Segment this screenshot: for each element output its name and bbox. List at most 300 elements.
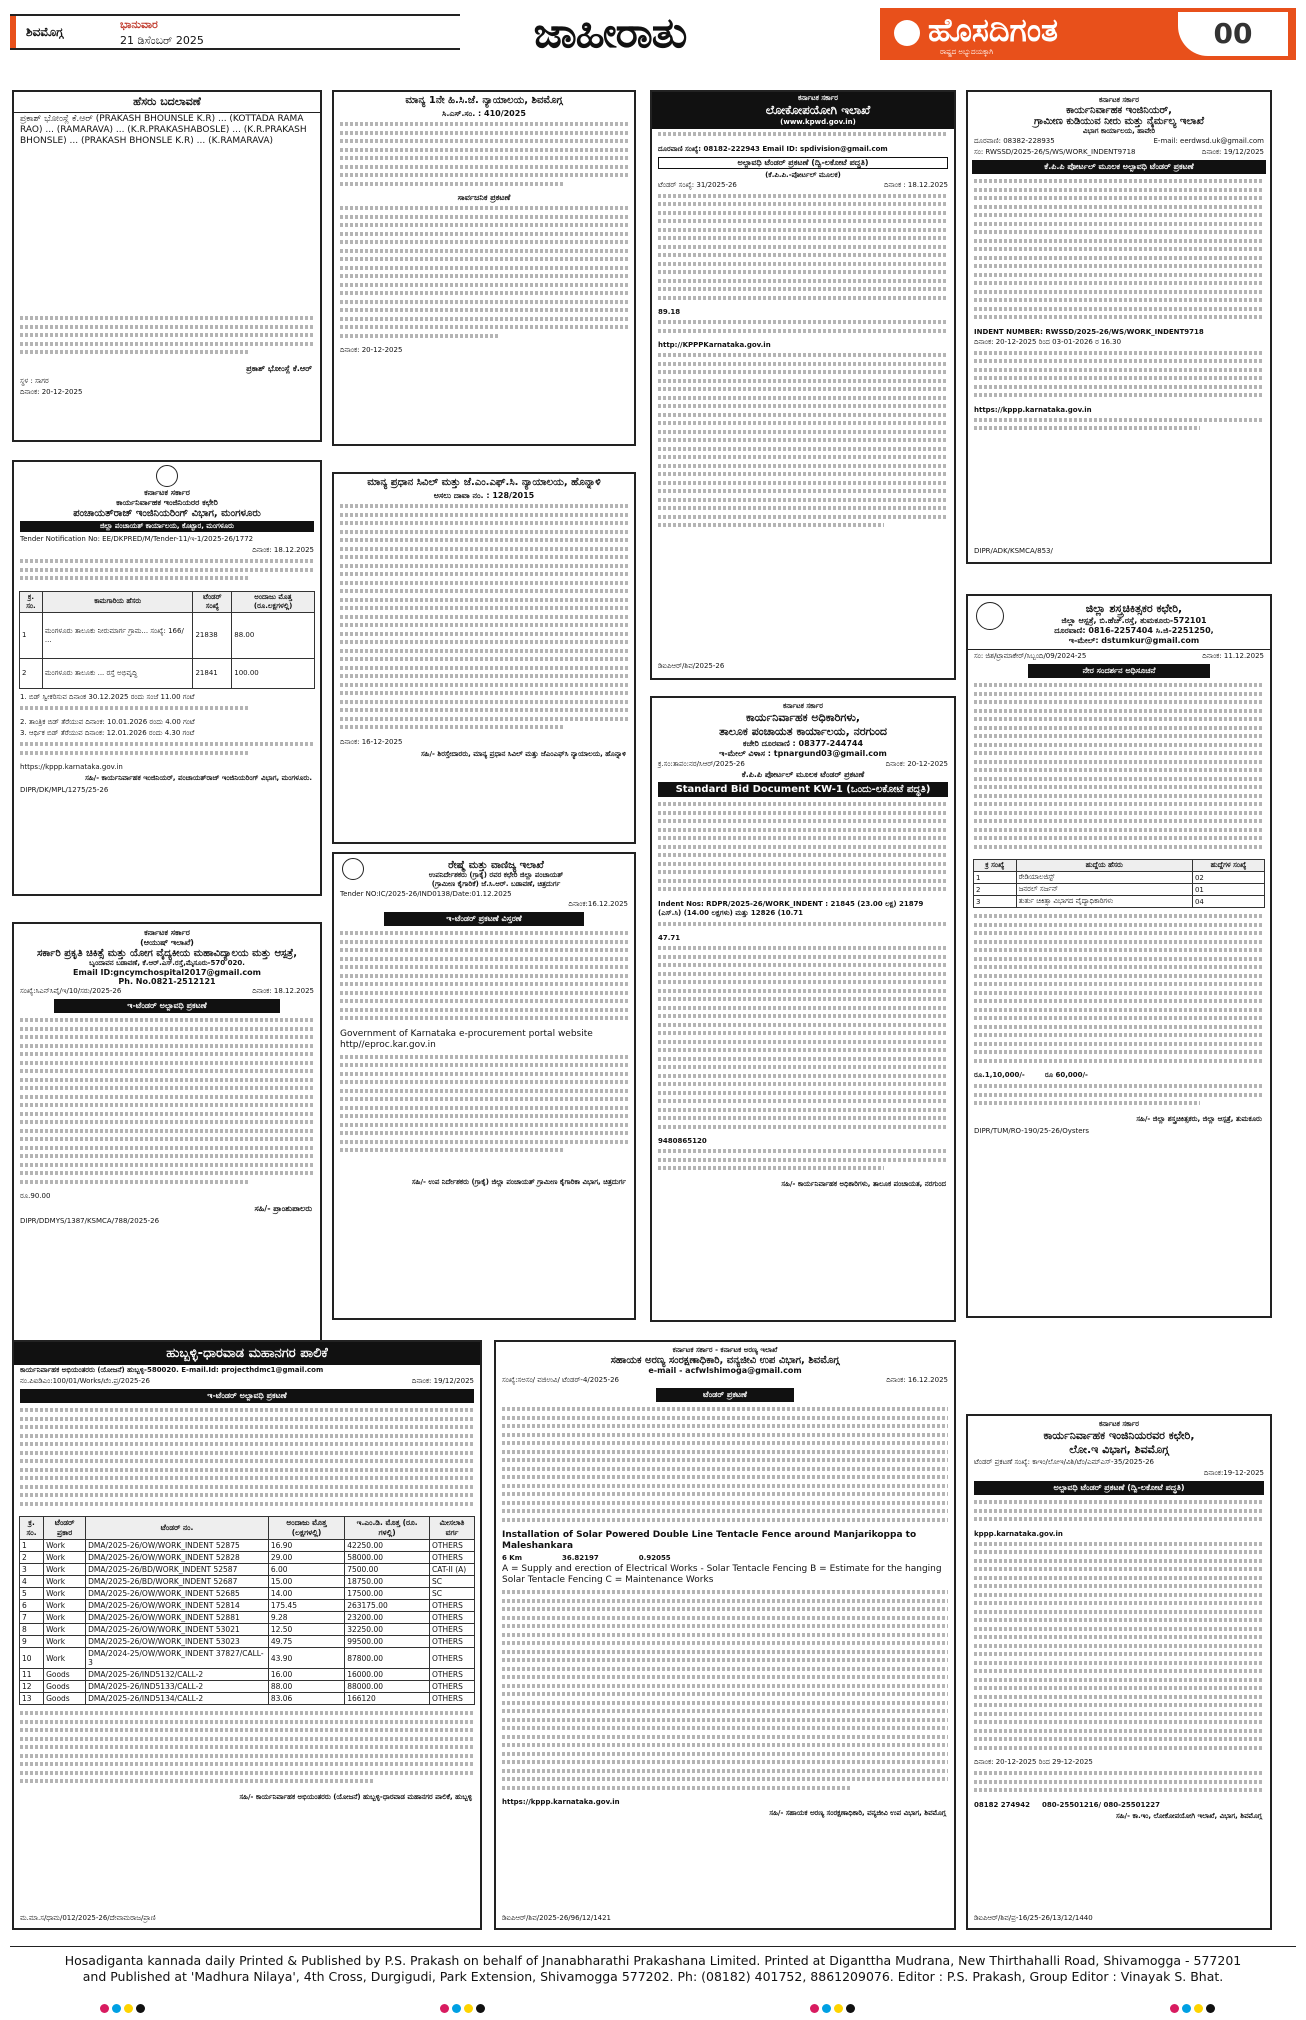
office-phone: ದೂರವಾಣಿ: 08382-228935 xyxy=(974,137,1055,145)
office-email: E-mail: eerdwsd.uk@gmail.com xyxy=(1153,137,1264,145)
reg-mark-yellow xyxy=(464,2004,473,2013)
table-header: ಹುದ್ದೆಯ ಹೆಸರು xyxy=(1016,860,1192,872)
reg-mark-cyan xyxy=(822,2004,831,2013)
notice-signature: ಸಹಿ/- ಸಹಾಯಕ ಅರಣ್ಯ ಸಂರಕ್ಷಣಾಧಿಕಾರಿ, ವನ್ಯಜೀವಿ ಉಪ ವಿಭಾಗ, ಶಿವಮೊಗ್ಗ xyxy=(769,1809,946,1817)
office-address: ವಿಭಾಗ ಕಾರ್ಯಾಲಯ, ಹಾವೇರಿ xyxy=(1082,127,1156,135)
tender-number: Tender NO:IC/2025-26/IND0138/Date:01.12.2025 xyxy=(340,890,512,898)
office-title: ಸರ್ಕಾರಿ ಪ್ರಕೃತಿ ಚಿಕಿತ್ಸೆ ಮತ್ತು ಯೋಗ ವೈದ್ಯಕೀಯ ಮಹಾವಿದ್ಯಾಲಯ ಮತ್ತು ಆಸ್ಪತ್ರೆ, xyxy=(36,948,298,959)
registration-marks xyxy=(810,2004,855,2016)
tender-number: Tender Notification No: EE/DKPRED/M/Tender-11/ಇ-1/2025-26/1772 xyxy=(20,535,254,543)
govt-label: ಕರ್ನಾಟಕ ಸರ್ಕಾರ xyxy=(783,702,823,710)
table-cell: 29.00 xyxy=(268,1552,344,1564)
table-cell: 8 xyxy=(20,1624,44,1636)
table-cell: 11 xyxy=(20,1669,44,1681)
department-label: (ಆಯುಷ್ ಇಲಾಖೆ) xyxy=(140,938,194,947)
table-cell: ಜನರಲ್ ಸರ್ಜನ್ xyxy=(1016,884,1192,896)
dateline xyxy=(10,14,460,50)
table-cell: Goods xyxy=(44,1669,86,1681)
notice-place: ಸ್ಥಳ : ಸಾಗರ xyxy=(20,376,49,385)
table-cell: DMA/2025-26/IND5134/CALL-2 xyxy=(86,1693,269,1705)
table-cell: 58000.00 xyxy=(345,1552,430,1564)
posts-table xyxy=(973,859,1265,908)
city-name: ಶಿವಮೊಗ್ಗ xyxy=(26,25,64,39)
table-cell: OTHERS xyxy=(430,1612,475,1624)
tenders-table-body xyxy=(20,1540,475,1705)
table-cell: OTHERS xyxy=(430,1693,475,1705)
table-cell: Work xyxy=(44,1600,86,1612)
table-cell: DMA/2025-26/OW/WORK_INDENT 53023 xyxy=(86,1636,269,1648)
contact-phone: 9480865120 xyxy=(658,1137,707,1145)
notice-title: ನೇರ ಸಂದರ್ಶನ ಅಧಿಸೂಚನೆ xyxy=(1028,664,1210,678)
table-cell: 02 xyxy=(1192,872,1264,884)
office-contact: ದೂರವಾಣಿ ಸಂಖ್ಯೆ: 08182-222943 Email ID: spdivision@gmail.com xyxy=(658,144,888,153)
table-cell: Work xyxy=(44,1564,86,1576)
table-row xyxy=(20,1600,475,1612)
table-cell: 1 xyxy=(20,1540,44,1552)
office-line: ಕಾರ್ಯನಿರ್ವಾಹಕ ಇಂಜಿನಿಯರರ ಕಛೇರಿ xyxy=(116,498,218,507)
govt-label: ಕರ್ನಾಟಕ ಸರ್ಕಾರ xyxy=(798,94,838,102)
reference-date: ದಿನಾಂಕ: 19/12/2025 xyxy=(1201,148,1264,156)
govt-emblem-icon xyxy=(976,602,1004,630)
office-phone: ಕಚೇರಿ ದೂರವಾಣಿ : 08377-244744 xyxy=(742,739,864,748)
notice-title: ಇ-ಟೆಂಡರ್ ಪ್ರಕಟಣೆ ವಿಸ್ತರಣೆ xyxy=(384,912,584,926)
table-cell: OTHERS xyxy=(430,1600,475,1612)
govt-label: ಕರ್ನಾಟಕ ಸರ್ಕಾರ xyxy=(144,488,190,497)
table-cell: Goods xyxy=(44,1681,86,1693)
table-cell: 18750.00 xyxy=(345,1576,430,1588)
logo-emblem-icon xyxy=(894,20,920,46)
notice-body-text xyxy=(14,1708,480,1791)
table-header: ಇ.ಎಂ.ಡಿ. ಮೊತ್ತ (ರೂ. ಗಳಲ್ಲಿ) xyxy=(345,1517,430,1540)
tender-number: ಟೆಂಡರ್ ಸಂಖ್ಯೆ: 31/2025-26 xyxy=(658,180,737,189)
table-cell: Work xyxy=(44,1540,86,1552)
notice-title: ಸಾರ್ವಜನಿಕ ಪ್ರಕಟಣೆ xyxy=(457,193,511,202)
notice-date: ದಿನಾಂಕ: 16-12-2025 xyxy=(340,737,403,746)
reference-date: ದಿನಾಂಕ: 16.12.2025 xyxy=(886,1376,948,1384)
table-cell: 12 xyxy=(20,1681,44,1693)
work-figures xyxy=(496,1553,954,1563)
table-cell: OTHERS xyxy=(430,1624,475,1636)
case-number: ಅಸಲು ದಾವಾ ನಂ. : 128/2015 xyxy=(433,491,535,500)
notice-title: ಟೆಂಡರ್ ಪ್ರಕಟಣೆ xyxy=(656,1388,794,1402)
reference-date: ದಿನಾಂಕ: 11.12.2025 xyxy=(1202,652,1264,660)
reference-number: ಸಂ: ಜಿಶ/ಟ್ರಾಮಾಕೇರ್/ಸಿಬ್ಬಂದಿ/09/2024-25 xyxy=(974,652,1087,660)
table-cell: DMA/2025-26/OW/WORK_INDENT 52828 xyxy=(86,1552,269,1564)
tender-dates: ದಿನಾಂಕ: 20-12-2025 ರಿಂದ 03-01-2026 ರ 16.30 xyxy=(974,337,1122,346)
office-email: ಇ-ಮೇಲ್ ವಿಳಾಸ : tpnargund03@gmail.com xyxy=(719,749,887,758)
table-cell: 49.75 xyxy=(268,1636,344,1648)
table-cell: Work xyxy=(44,1624,86,1636)
office-line: ಉಪನಿರ್ದೇಶಕರು (ಗ್ರಾಕೈ) ರವರ ಕಛೇರಿ ಜಿಲ್ಲಾ ಪಂಚಾಯತ್ xyxy=(428,871,564,879)
govt-emblem-icon xyxy=(342,858,364,880)
table-header: ಟೆಂಡರ್ ಪ್ರಕಾರ xyxy=(44,1517,86,1540)
table-cell: 23200.00 xyxy=(345,1612,430,1624)
notice-body-text xyxy=(14,556,320,588)
ref-line xyxy=(14,1376,480,1387)
notice-signature: ಸಹಿ/- ಕಾರ್ಯನಿರ್ವಾಹಕ ಇಂಜಿನಿಯರ್, ಪಂಚಾಯತ್‌ರಾಜ್ ಇಂಜಿನಿಯರಿಂಗ್ ವಿಭಾಗ, ಮಂಗಳೂರು. xyxy=(85,774,312,782)
table-cell: 43.90 xyxy=(268,1648,344,1669)
table-cell: 7 xyxy=(20,1612,44,1624)
office-title: ಕಾರ್ಯನಿರ್ವಾಹಕ ಇಂಜಿನಿಯರ್, ಗ್ರಾಮೀಣ ಕುಡಿಯುವ ನೀರು ಮತ್ತು ನೈರ್ಮಲ್ಯ ಇಲಾಖೆ xyxy=(1033,105,1205,127)
table-cell: 263175.00 xyxy=(345,1600,430,1612)
tender-date: ದಿನಾಂಕ: 18.12.2025 xyxy=(252,546,314,554)
office-title: ಕಾರ್ಯನಿರ್ವಾಹಕ ಇಂಜಿನಿಯರವರ ಕಛೇರಿ, ಲೋ.ಇ ವಿಭಾಗ, ಶಿವಮೊಗ್ಗ xyxy=(1043,1429,1195,1456)
table-cell: ಮಂಗಳೂರು ತಾಲೂಕು ... ರಸ್ತೆ ಅಭಿವೃದ್ಧಿ xyxy=(42,658,193,688)
sericulture-tender-notice xyxy=(332,852,636,1320)
notice-date: ದಿನಾಂಕ: 20-12-2025 xyxy=(20,387,83,396)
table-cell: DMA/2025-26/OW/WORK_INDENT 52814 xyxy=(86,1600,269,1612)
table-cell: 87800.00 xyxy=(345,1648,430,1669)
dipr-reference: DIPR/DK/MPL/1275/25-26 xyxy=(20,786,109,794)
notice-body-text xyxy=(652,1146,954,1178)
reference-number: ನಂ.ಪಿಐಡಿಎಂ:100/01/Works/ಟೆಂ.ಪ್ರ/2025-26 xyxy=(20,1377,150,1385)
dipr-reference: ಡಿಐಪಿಆರ್/ಶಿವ/ಪ್ರ-16/25-26/13/12/1440 xyxy=(974,1914,1093,1922)
case-number: ಸಿ.ಎಸ್.ಸಂ. : 410/2025 xyxy=(442,109,526,118)
ref-line xyxy=(652,759,954,770)
notice-date: ದಿನಾಂಕ: 20-12-2025 xyxy=(340,346,403,354)
salary-line xyxy=(968,1070,1270,1081)
work-length: 6 Km xyxy=(502,1554,523,1562)
table-header-row xyxy=(974,860,1265,872)
estimated-amount: ರೂ.90.00 xyxy=(20,1192,51,1200)
table-cell: DMA/2025-26/BD/WORK_INDENT 52587 xyxy=(86,1564,269,1576)
notice-body-text xyxy=(334,1052,634,1160)
tender-website: kppp.karnataka.gov.in xyxy=(974,1529,1063,1538)
table-header: ಕ್ರ. ಸಂ. xyxy=(20,591,43,612)
table-row xyxy=(20,1552,475,1564)
office-email: e-mail - acfwlshimoga@gmail.com xyxy=(648,1366,802,1375)
table-header: ಟೆಂಡರ್ ನಂ. xyxy=(86,1517,269,1540)
notice-body-text xyxy=(652,350,954,535)
govt-label: ಕರ್ನಾಟಕ ಸರ್ಕಾರ xyxy=(1099,96,1139,104)
table-row xyxy=(20,1669,475,1681)
table-cell: 32250.00 xyxy=(345,1624,430,1636)
table-cell: 16.00 xyxy=(268,1669,344,1681)
notice-signature: ಪ್ರಕಾಶ್ ಭೋಂಸ್ಲೆ ಕೆ.ಆರ್ xyxy=(246,363,312,373)
table-cell: ಮಂಗಳೂರು ತಾಲೂಕು ನೀರುಮಾರ್ಗ ಗ್ರಾಮ... ಸಂಖ್ಯೆ: 166/ ... xyxy=(42,612,193,658)
table-cell: 04 xyxy=(1192,896,1264,908)
table-cell: Work xyxy=(44,1612,86,1624)
tender-dates: ದಿನಾಂಕ: 20-12-2025 ರಿಂದ 29-12-2025 xyxy=(974,1758,1093,1766)
notice-body-text xyxy=(968,1081,1270,1113)
tender-number: ಟೆಂಡರ್ ಪ್ರಕಟಣೆ ಸಂಖ್ಯೆ: ಕಾಇಂ/ಲೋಇ/ವಿಶಿ/ಟೆಂ/ಎಮ್ಎಸ್-35/2025-26 xyxy=(974,1458,1155,1466)
table-cell: 166120 xyxy=(345,1693,430,1705)
helpdesk-phone: 080-25501216/ 080-25501227 xyxy=(1042,1800,1160,1809)
notice-title: ಕೆ.ಪಿ.ಪಿ ಪೋರ್ಟಲ್ ಮೂಲಕ ಅಲ್ಪಾವಧಿ ಟೆಂಡರ್ ಪ್ರಕಟಣೆ xyxy=(972,160,1266,174)
works-table xyxy=(19,591,315,689)
notice-body: ಪ್ರಕಾಶ್ ಭೋಂಸ್ಲೆ ಕೆ.ಆರ್ (PRAKASH BHOUNSLE K.R) ... (KOTTADA RAMA RAO) ... (RAMARAVA) ... (K.R.PRAKASHABOSLE) ... (K.R.PRAKASH BHONSLE) ... (PRAKASH BHONSLE K.R) ... (K.RAMARAVA) xyxy=(20,114,307,146)
table-cell: 2 xyxy=(974,884,1017,896)
tender-website: http://KPPPKarnataka.gov.in xyxy=(658,341,771,349)
govt-label: ಕರ್ನಾಟಕ ಸರ್ಕಾರ xyxy=(144,928,190,937)
govt-label: ಕರ್ನಾಟಕ ಸರ್ಕಾರ - ಕರ್ನಾಟಕ ಅರಣ್ಯ ಇಲಾಖೆ xyxy=(672,1346,778,1354)
section-title: ಜಾಹೀರಾತು xyxy=(533,8,687,57)
table-header: ಮೀಸಲಾತಿ ವರ್ಗ xyxy=(430,1517,475,1540)
dipr-reference: ಡಿಐಪಿಆರ್/ಶಿವ/2025-26/96/12/1421 xyxy=(502,1914,612,1922)
table-row xyxy=(20,1564,475,1576)
table-header: ಕ್ರ. ಸಂ. xyxy=(20,1517,44,1540)
notice-body-text xyxy=(968,911,1270,1070)
notice-body-text xyxy=(652,919,954,934)
ref-line xyxy=(652,180,954,191)
notice-body-text xyxy=(14,1015,320,1191)
table-header: ಕ್ರ ಸಂಖ್ಯೆ xyxy=(974,860,1017,872)
note-3: 3. ಆರ್ಥಿಕ ಬಿಡ್ ತೆರೆಯುವ ದಿನಾಂಕ: 12.01.2026 ರಂದು 4.30 ಗಂಟೆ xyxy=(20,729,195,737)
registration-marks xyxy=(440,2004,485,2016)
table-cell: 9 xyxy=(20,1636,44,1648)
reference-number: ಕ್ರ.ಸಂ:ತಾಪಂ:ನರ/ಸಿಆರ್/2025-26 xyxy=(658,760,745,768)
office-title: ರೇಷ್ಮೆ ಮತ್ತು ವಾಣಿಜ್ಯ ಇಲಾಖೆ xyxy=(448,860,544,871)
table-cell: ರೇಡಿಯಾಲಜಿಸ್ಟ್ xyxy=(1016,872,1192,884)
notice-body-text xyxy=(334,203,634,345)
notice-body-text xyxy=(652,129,954,144)
table-cell: 5 xyxy=(20,1588,44,1600)
registration-marks xyxy=(100,2004,145,2016)
ref-line xyxy=(496,1375,954,1386)
estimated-amount: 47.71 xyxy=(658,934,681,942)
table-cell: 2 xyxy=(20,658,43,688)
reg-mark-magenta xyxy=(100,2004,109,2013)
notice-body-text xyxy=(652,317,954,340)
table-cell: 1 xyxy=(20,612,43,658)
dipr-reference: DIPR/DDMYS/1387/KSMCA/788/2025-26 xyxy=(20,1217,160,1225)
taluk-panchayat-tender-notice xyxy=(650,696,956,1322)
reg-mark-magenta xyxy=(440,2004,449,2013)
table-cell: Goods xyxy=(44,1693,86,1705)
table-cell: DMA/2025-26/BD/WORK_INDENT 52687 xyxy=(86,1576,269,1588)
table-cell: OTHERS xyxy=(430,1681,475,1693)
table-cell: ತುರ್ತು ಚಿಕಿತ್ಸಾ ವಿಭಾಗದ ವೈದ್ಯಾಧಿಕಾರಿಗಳು xyxy=(1016,896,1192,908)
notice-title: ಇ-ಟೆಂಡರ್ ಅಲ್ಪಾವಧಿ ಪ್ರಕಟಣೆ xyxy=(20,1389,474,1403)
table-cell: DMA/2025-26/IND5132/CALL-2 xyxy=(86,1669,269,1681)
table-cell: CAT-II (A) xyxy=(430,1564,475,1576)
office-website: (www.kpwd.gov.in) xyxy=(780,118,856,126)
office-phone: Ph. No.0821-2512121 xyxy=(118,977,216,986)
district-hospital-recruitment-notice xyxy=(966,594,1272,1318)
table-row xyxy=(20,1576,475,1588)
table-cell: 12.50 xyxy=(268,1624,344,1636)
salary-medical-officer: ರೂ 60,000/- xyxy=(1044,1071,1088,1079)
reg-mark-black xyxy=(476,2004,485,2013)
paper-tagline: ರಾಷ್ಟ್ರದ ಅಭ್ಯುದಯಕ್ಕಾಗಿ xyxy=(940,48,994,56)
ayush-tender-notice xyxy=(12,922,322,1342)
dipr-reference: DIPR/TUM/RO-190/25-26/Oysters xyxy=(974,1126,1090,1135)
table-cell: SC xyxy=(430,1576,475,1588)
table-row xyxy=(20,1681,475,1693)
reference-number: ಸಂಖ್ಯೆ:ಸಿಎನ್‌ಸಿವೈ/ಇ/10/ಸರು/2025-26 xyxy=(20,987,122,995)
office-title: ಹುಬ್ಬಳ್ಳಿ-ಧಾರವಾಡ ಮಹಾನಗರ ಪಾಲಿಕೆ xyxy=(14,1342,480,1365)
dipr-reference: ಡಿಐಪಿಆರ್/ಶಿವ/2025-26 xyxy=(658,662,725,670)
notice-signature: ಸಹಿ/- ಉಪ ನಿರ್ದೇಶಕರು (ಗ್ರಾಕೈ) ಜಿಲ್ಲಾ ಪಂಚಾಯತ್ ಗ್ರಾಮೀಣ ಕೈಗಾರಿಕಾ ವಿಭಾಗ, ಚಿತ್ರದುರ್ಗ xyxy=(411,1177,626,1186)
table-row xyxy=(20,1588,475,1600)
reference-number: ಸಂ: RWSSD/2025-26/S/WS/WORK_INDENT9718 xyxy=(974,148,1136,156)
table-cell: 175.45 xyxy=(268,1600,344,1612)
table-header: ಕಾಮಗಾರಿಯ ಹೆಸರು xyxy=(42,591,193,612)
day-name: ಭಾನುವಾರ xyxy=(120,18,158,31)
table-cell: 6 xyxy=(20,1600,44,1612)
office-title: ಜಿಲ್ಲಾ ಶಸ್ತ್ರಚಿಕಿತ್ಸಕರ ಕಛೇರಿ, xyxy=(1085,602,1183,615)
table-cell: Work xyxy=(44,1576,86,1588)
table-row xyxy=(20,1636,475,1648)
notice-body-text xyxy=(14,313,320,362)
table-cell: DMA/2025-26/OW/WORK_INDENT 53021 xyxy=(86,1624,269,1636)
office-address: ಜಿಲ್ಲಾ ಆಸ್ಪತ್ರೆ, ಬಿ.ಹೆಚ್.ರಸ್ತೆ, ತುಮಕೂರು-572101 xyxy=(1061,616,1207,625)
imprint-footer xyxy=(10,1946,1296,2000)
notice-title: ಅಲ್ಪಾವಧಿ ಟೆಂಡರ್ ಪ್ರಕಟಣೆ (ದ್ವಿ-ಲಕೋಟೆ ಪದ್ಧತಿ) xyxy=(658,157,948,169)
notice-signature: ಸಹಿ/- ಶಿರಸ್ತೇದಾರರು, ಮಾನ್ಯ ಪ್ರಧಾನ ಸಿವಿಲ್ ಮತ್ತು ಜೆಎಂಎಫ್‌ಸಿ ನ್ಯಾಯಾಲಯ, ಹೊನ್ನಾಳಿ xyxy=(420,749,626,758)
table-cell: 13 xyxy=(20,1693,44,1705)
tender-date: ದಿನಾಂಕ : 18.12.2025 xyxy=(883,180,948,189)
registration-marks xyxy=(1170,2004,1215,2016)
imprint-line-2: and Published at 'Madhura Nilaya', 4th Cross, Durgigudi, Park Extension, Shivamogga 577202. Ph: (08182) 401752, 8861209076. Editor : P.S. Prakash, Group Editor : Vinayak S. Bhat. xyxy=(82,1969,1224,1984)
table-cell: 10 xyxy=(20,1648,44,1669)
notice-body-text xyxy=(968,176,1270,327)
reg-mark-yellow xyxy=(834,2004,843,2013)
office-address: ಬೃಂದಾವನ ಬಡಾವಣೆ, ಕೆ.ಆರ್.ಎಸ್.ರಸ್ತೆ,ಮೈಸೂರು-570 020. xyxy=(89,959,245,967)
notice-title: Standard Bid Document KW-1 (ಒಂದು-ಲಕೋಟೆ ಪದ್ಧತಿ) xyxy=(658,782,948,797)
notice-signature: ಸಹಿ/- ಪ್ರಾಂಶುಪಾಲರು xyxy=(254,1204,312,1213)
note-2: 2. ತಾಂತ್ರಿಕ ಬಿಡ್ ತೆರೆಯುವ ದಿನಾಂಕ: 10.01.2026 ರಂದು 4.00 ಗಂಟೆ xyxy=(20,718,195,726)
estimated-amount: 89.18 xyxy=(658,308,681,316)
reg-mark-black xyxy=(1206,2004,1215,2013)
table-header: ಟೆಂಡರ್ ಸಂಖ್ಯೆ xyxy=(193,591,232,612)
paper-logo xyxy=(880,8,1296,60)
table-cell: Work xyxy=(44,1636,86,1648)
notice-body-text xyxy=(968,1539,1270,1758)
table-cell: 83.06 xyxy=(268,1693,344,1705)
office-title: ಸಹಾಯಕ ಅರಣ್ಯ ಸಂರಕ್ಷಣಾಧಿಕಾರಿ, ವನ್ಯಜೀವಿ ಉಪ ವಿಭಾಗ, ಶಿವಮೊಗ್ಗ xyxy=(610,1355,840,1366)
table-cell: DMA/2025-26/OW/WORK_INDENT 52875 xyxy=(86,1540,269,1552)
notice-body-text xyxy=(968,1768,1270,1800)
table-cell: 2 xyxy=(20,1552,44,1564)
ref-line xyxy=(14,986,320,997)
notice-body-text xyxy=(334,928,634,1028)
table-cell: OTHERS xyxy=(430,1540,475,1552)
court-honnali-notice xyxy=(332,472,636,844)
indent-number: INDENT NUMBER: RWSSD/2025-26/WS/WORK_INDENT9718 xyxy=(974,327,1204,336)
notice-title: ಹೆಸರು ಬದಲಾವಣೆ xyxy=(14,92,320,113)
reg-mark-yellow xyxy=(124,2004,133,2013)
reference-date: ದಿನಾಂಕ: 18.12.2025 xyxy=(252,987,314,995)
table-cell: 9.28 xyxy=(268,1612,344,1624)
tender-website: https://kppp.karnataka.gov.in xyxy=(974,405,1092,414)
table-cell: 3 xyxy=(974,896,1017,908)
table-cell: 3 xyxy=(20,1564,44,1576)
paper-name: ಹೊಸದಿಗಂತ xyxy=(928,11,1058,49)
table-cell: DMA/2025-26/IND5133/CALL-2 xyxy=(86,1681,269,1693)
table-cell: 88.00 xyxy=(268,1681,344,1693)
reference-date: ದಿನಾಂಕ: 20-12-2025 xyxy=(885,760,948,768)
pwd-tender-notice xyxy=(650,90,956,680)
pwd-header xyxy=(652,92,954,129)
table-cell: OTHERS xyxy=(430,1648,475,1669)
court-title: ಮಾನ್ಯ ಪ್ರಧಾನ ಸಿವಿಲ್ ಮತ್ತು ಜೆ.ಎಂ.ಎಫ್.ಸಿ. ನ್ಯಾಯಾಲಯ, ಹೊನ್ನಾಳಿ xyxy=(367,477,601,488)
accent-bar xyxy=(10,16,16,48)
table-row xyxy=(20,1612,475,1624)
notice-signature: ಸಹಿ/- ಕಾ.ಇಂ, ಲೋಕೋಪಯೋಗಿ ಇಲಾಖೆ, ವಿಭಾಗ, ಶಿವಮೊಗ್ಗ xyxy=(1116,1811,1262,1820)
notice-subtitle: (ಕೆ.ಪಿ.ಪಿ.-ಪೋರ್ಟಲ್ ಮೂಲಕ) xyxy=(765,170,841,179)
table-header-row xyxy=(20,591,315,612)
notice-body-text xyxy=(496,1404,954,1529)
office-email: ಇ-ಮೇಲ್: dstumkur@gmail.com xyxy=(1068,636,1200,645)
table-cell: Work xyxy=(44,1552,86,1564)
office-address: ಕಾರ್ಯನಿರ್ವಾಹಕ ಅಭಿಯಂತರರು (ಯೋಜನೆ) ಹುಬ್ಬಳ್ಳಿ-580020. E-mail.Id: projecthdmc1@gmail.com xyxy=(20,1366,324,1374)
table-cell: 16000.00 xyxy=(345,1669,430,1681)
table-row xyxy=(20,1540,475,1552)
table-cell: 17500.00 xyxy=(345,1588,430,1600)
emd-amount: 0.92055 xyxy=(638,1554,671,1562)
table-cell: 88.00 xyxy=(232,612,315,658)
notice-title: ಅಲ್ಪಾವಧಿ ಟೆಂಡರ್ ಪ್ರಕಟಣೆ (ದ್ವಿ-ಲಕೋಟೆ ಪದ್ಧತಿ) xyxy=(974,1481,1264,1495)
reg-mark-magenta xyxy=(810,2004,819,2013)
tender-website: Government of Karnataka e-procurement portal website http//eproc.kar.gov.in xyxy=(340,1028,593,1050)
table-row xyxy=(20,612,315,658)
indent-numbers: Indent Nos: RDPR/2025-26/WORK_INDENT : 21845 (23.00 ಲಕ್ಷ) 21879 (ಎಸ್.ಸಿ) (14.00 ಲಕ್ಷಗಳು) ಮತ್ತು 12826 (10.71 xyxy=(658,899,924,917)
salary-specialist: ರೂ.1,10,000/- xyxy=(974,1071,1025,1079)
table-cell: OTHERS xyxy=(430,1669,475,1681)
table-cell: 16.90 xyxy=(268,1540,344,1552)
office-title: ಕಾರ್ಯನಿರ್ವಾಹಕ ಅಧಿಕಾರಿಗಳು, ತಾಲೂಕ ಪಂಚಾಯತ ಕಾರ್ಯಾಲಯ, ನರಗುಂದ xyxy=(719,711,887,738)
notice-body-text xyxy=(14,1405,480,1513)
tenders-table xyxy=(19,1516,475,1705)
table-cell: 1 xyxy=(974,872,1017,884)
notice-body-text xyxy=(334,119,634,193)
work-items: A = Supply and erection of Electrical Works - Solar Tentacle Fencing B = Estimate for the hanging Solar Tentacle Fencing C = Maintenance Works xyxy=(502,1564,942,1585)
reg-mark-black xyxy=(136,2004,145,2013)
table-cell: 21841 xyxy=(193,658,232,688)
dipr-reference: DIPR/ADK/KSMCA/853/ xyxy=(974,547,1053,555)
table-cell: DMA/2025-26/OW/WORK_INDENT 52881 xyxy=(86,1612,269,1624)
table-cell: 14.00 xyxy=(268,1588,344,1600)
notice-signature: ಸಹಿ/- ಕಾರ್ಯನಿರ್ವಾಹಕ ಅಧಿಕಾರಿಗಳು, ತಾಲೂಕ ಪಂಚಾಯತ, ನರಗುಂದ xyxy=(781,1179,946,1188)
notice-body-text xyxy=(496,1587,954,1797)
ref-line xyxy=(968,649,1270,662)
dipr-reference: ಮ.ಮಾ.ಸ/ಧಾಮ/012/2025-26/ದೇವಾಮರಾಜ/ಪ್ರಾಣಿ xyxy=(20,1914,156,1922)
notice-body-text xyxy=(968,1497,1270,1529)
office-line-2: (ಗ್ರಾಮೀಣ ಕೈಗಾರಿಕೆ) ಜೆ.ಸಿ.ಆರ್. ಬಡಾವಣೆ, ಚಿತ್ರದುರ್ಗ xyxy=(431,880,561,888)
notice-body-text xyxy=(652,799,954,899)
table-row xyxy=(20,1624,475,1636)
notice-body-text xyxy=(968,680,1270,856)
panchayat-raj-tender-notice xyxy=(12,460,322,896)
court-title: ಮಾನ್ಯ 1ನೇ ಹಿ.ಸಿ.ಜೆ. ನ್ಯಾಯಾಲಯ, ಶಿವಮೊಗ್ಗ xyxy=(405,95,563,106)
notice-body-text xyxy=(334,501,634,737)
reference-date: ದಿನಾಂಕ: 19/12/2025 xyxy=(411,1377,474,1385)
hdmc-tender-notice xyxy=(12,1340,482,1930)
office-title: ಪಂಚಾಯತ್‌ರಾಜ್ ಇಂಜಿನಿಯರಿಂಗ್ ವಿಭಾಗ, ಮಂಗಳೂರು xyxy=(73,508,261,519)
table-cell: SC xyxy=(430,1588,475,1600)
table-header: ಅಂದಾಜು ಮೊತ್ತ (ರೂ.ಲಕ್ಷಗಳಲ್ಲಿ) xyxy=(232,591,315,612)
tender-website: https://kppp.karnataka.gov.in xyxy=(20,763,123,771)
office-email: Email ID:gncymchospital2017@gmail.com xyxy=(73,968,261,977)
table-row xyxy=(20,1693,475,1705)
notice-body-text xyxy=(14,703,320,718)
name-change-notice xyxy=(12,90,322,442)
reference-number: ಸಂಖ್ಯೆ:ಸಅಸಂ/ ವಜಿಉವಿ/ ಟೆಂಡರ್-4/2025-26 xyxy=(502,1376,620,1384)
estimated-amount: 36.82197 xyxy=(562,1554,599,1562)
tender-date: ದಿನಾಂಕ:19-12-2025 xyxy=(1203,1469,1264,1477)
notice-subtitle: ಕೆ.ಪಿ.ಪಿ ಪೋರ್ಟಲ್ ಮೂಲಕ ಟೆಂಡರ್ ಪ್ರಕಟಣೆ xyxy=(741,770,865,779)
tender-date: ದಿನಾಂಕ:16.12.2025 xyxy=(568,900,628,908)
govt-label: ಕರ್ನಾಟಕ ಸರ್ಕಾರ xyxy=(1099,1420,1139,1428)
notice-body-text xyxy=(968,415,1270,438)
table-cell: 21838 xyxy=(193,612,232,658)
imprint-line-1: Hosadiganta kannada daily Printed & Published by P.S. Prakash on behalf of Jnanabharathi Prakashana Limited. Printed at Diganttha Mudrana, New Thirthahalli Road, Shivamogga - 577201 xyxy=(64,1953,1242,1968)
rwss-tender-notice xyxy=(966,90,1272,564)
office-phone: ದೂರವಾಣಿ: 0816-2257404 ಸಿ.ಜಿ-2251250, xyxy=(1054,626,1214,635)
reg-mark-cyan xyxy=(1182,2004,1191,2013)
table-cell: 88000.00 xyxy=(345,1681,430,1693)
